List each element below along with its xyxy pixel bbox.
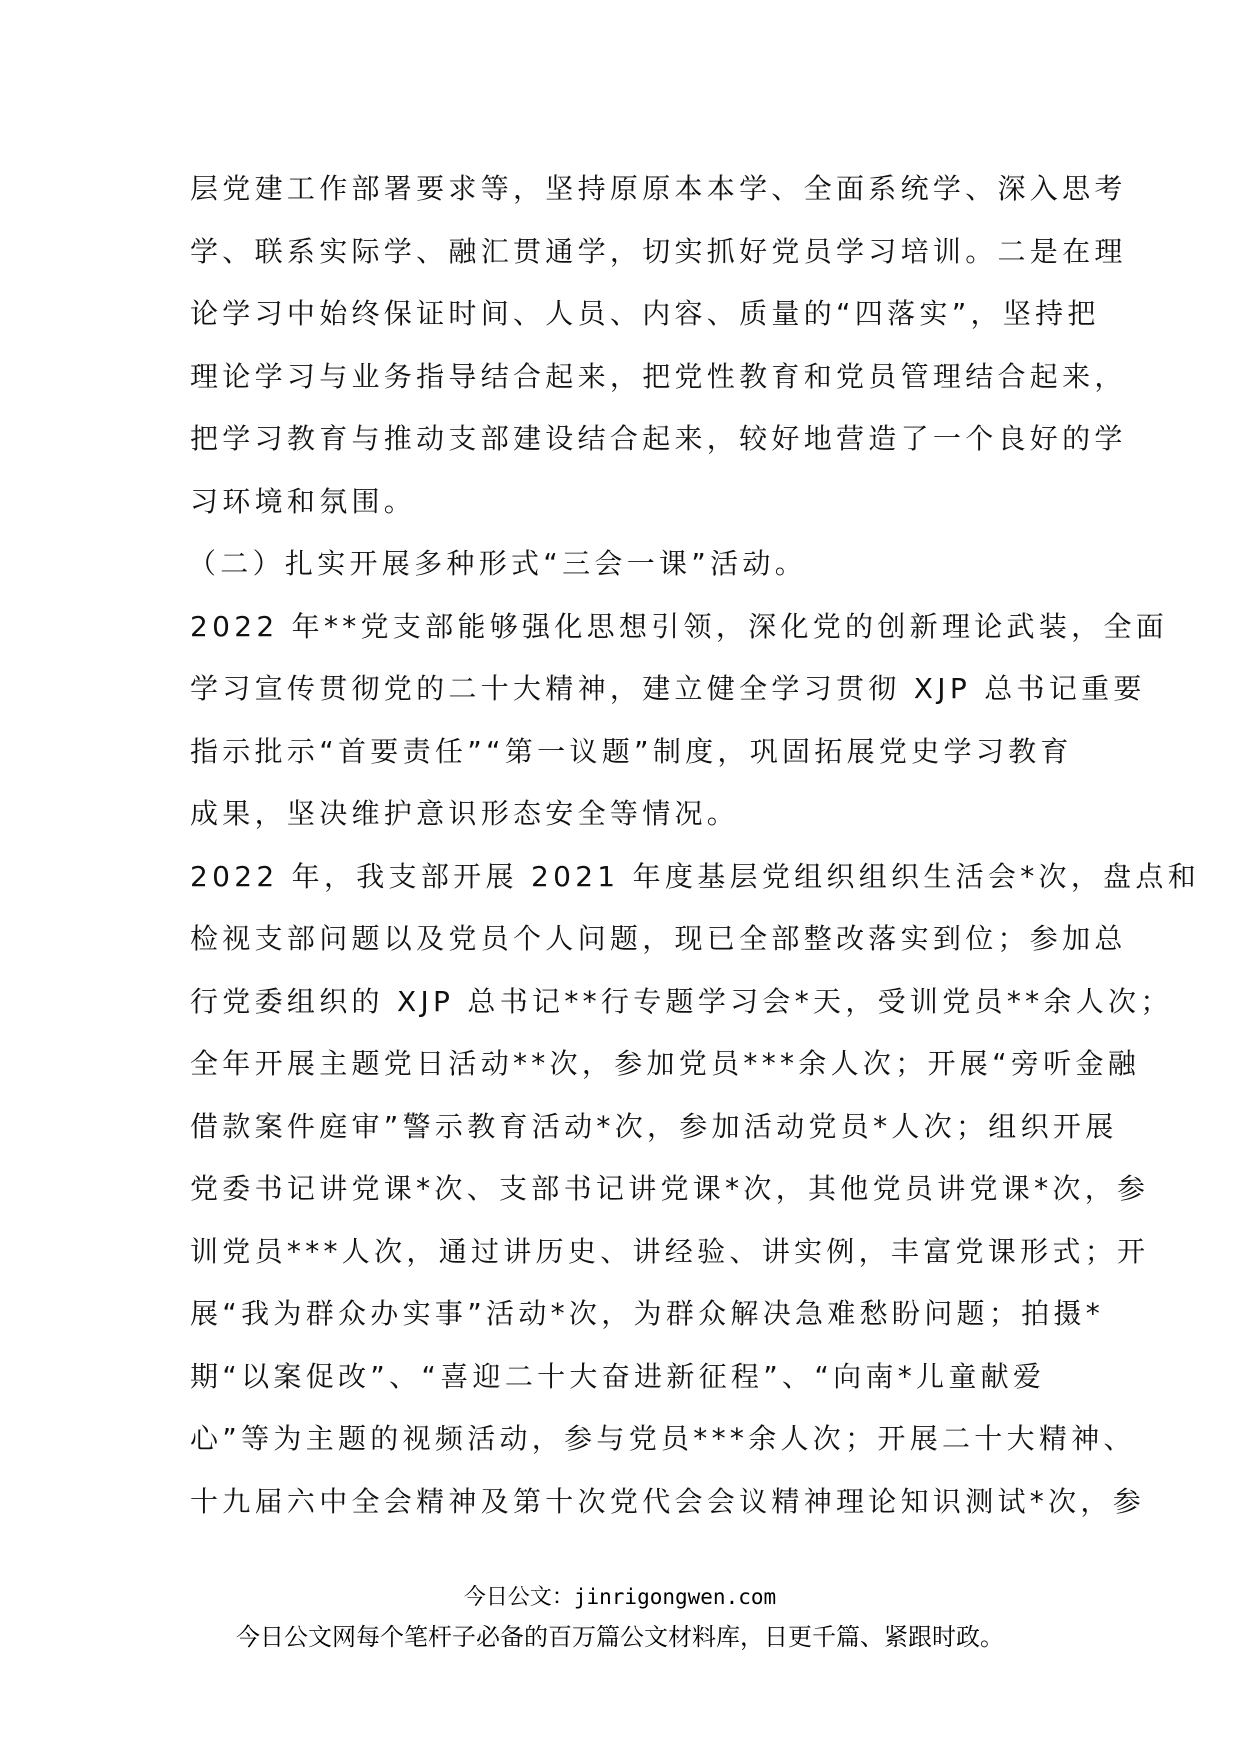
- text-line: 成果，坚决维护意识形态安全等情况。: [190, 797, 740, 830]
- text-line: 心”等为主题的视频活动，参与党员***余人次；开展二十大精神、: [190, 1422, 1136, 1455]
- footer-source: [0, 1582, 1240, 1613]
- text-line: 2022 年**党支部能够强化思想引领，深化党的创新理论武装，全面: [190, 609, 1169, 643]
- text-line: 论学习中始终保证时间、人员、内容、质量的“四落实”，坚持把: [190, 297, 1100, 330]
- text-line: 把学习教育与推动支部建设结合起来，较好地营造了一个良好的学: [190, 422, 1127, 455]
- text-line: 指示批示“首要责任”“第一议题”制度，巩固拓展党史学习教育: [190, 734, 1073, 768]
- text-line: 期“以案促改”、“喜迎二十大奋进新征程”、“向南*儿童献爱: [190, 1359, 1046, 1393]
- text-line: 行党委组织的 XJP 总书记**行专题学习会*天，受训党员**余人次；: [190, 984, 1173, 1018]
- text-line: 学、联系实际学、融汇贯通学，切实抓好党员学习培训。二是在理: [190, 234, 1127, 268]
- text-line: 训党员***人次，通过讲历史、讲经验、讲实例，丰富党课形式；开: [190, 1234, 1150, 1268]
- text-line: 检视支部问题以及党员个人问题，现已全部整改落实到位；参加总: [190, 922, 1127, 955]
- text-line: 展“我为群众办实事”活动*次，为群众解决急难愁盼问题；拍摄*: [190, 1297, 1105, 1330]
- text-line: 借款案件庭审”警示教育活动*次，参加活动党员*人次；组织开展: [190, 1109, 1118, 1143]
- text-line: 全年开展主题党日活动**次，参加党员***余人次；开展“旁听金融: [190, 1047, 1141, 1080]
- footer-slogan: 今日公文网每个笔杆子必备的百万篇公文材料库，日更千篇、紧跟时政。: [236, 1623, 1004, 1651]
- text-line: 层党建工作部署要求等，坚持原原本本学、全面系统学、深入思考: [190, 172, 1127, 205]
- text-line: 习环境和氛围。: [190, 484, 417, 518]
- text-line: 十九届六中全会精神及第十次党代会会议精神理论知识测试*次，参: [190, 1484, 1146, 1518]
- body-text: [188, 158, 1201, 1533]
- text-line: 学习宣传贯彻党的二十大精神，建立健全学习贯彻 XJP 总书记重要: [190, 672, 1146, 705]
- text-line: 理论学习与业务指导结合起来，把党性教育和党员管理结合起来，: [190, 359, 1127, 393]
- footer-source-link[interactable]: jinrigongwen.com: [573, 1585, 777, 1609]
- text-line: 2022 年，我支部开展 2021 年度基层党组织组织生活会*次，盘点和: [190, 859, 1201, 893]
- footer-source-label: 今日公文：: [463, 1585, 574, 1610]
- section-heading: （二）扎实开展多种形式“三会一课”活动。: [188, 547, 808, 580]
- text-line: 党委书记讲党课*次、支部书记讲党课*次，其他党员讲党课*次，参: [190, 1172, 1150, 1205]
